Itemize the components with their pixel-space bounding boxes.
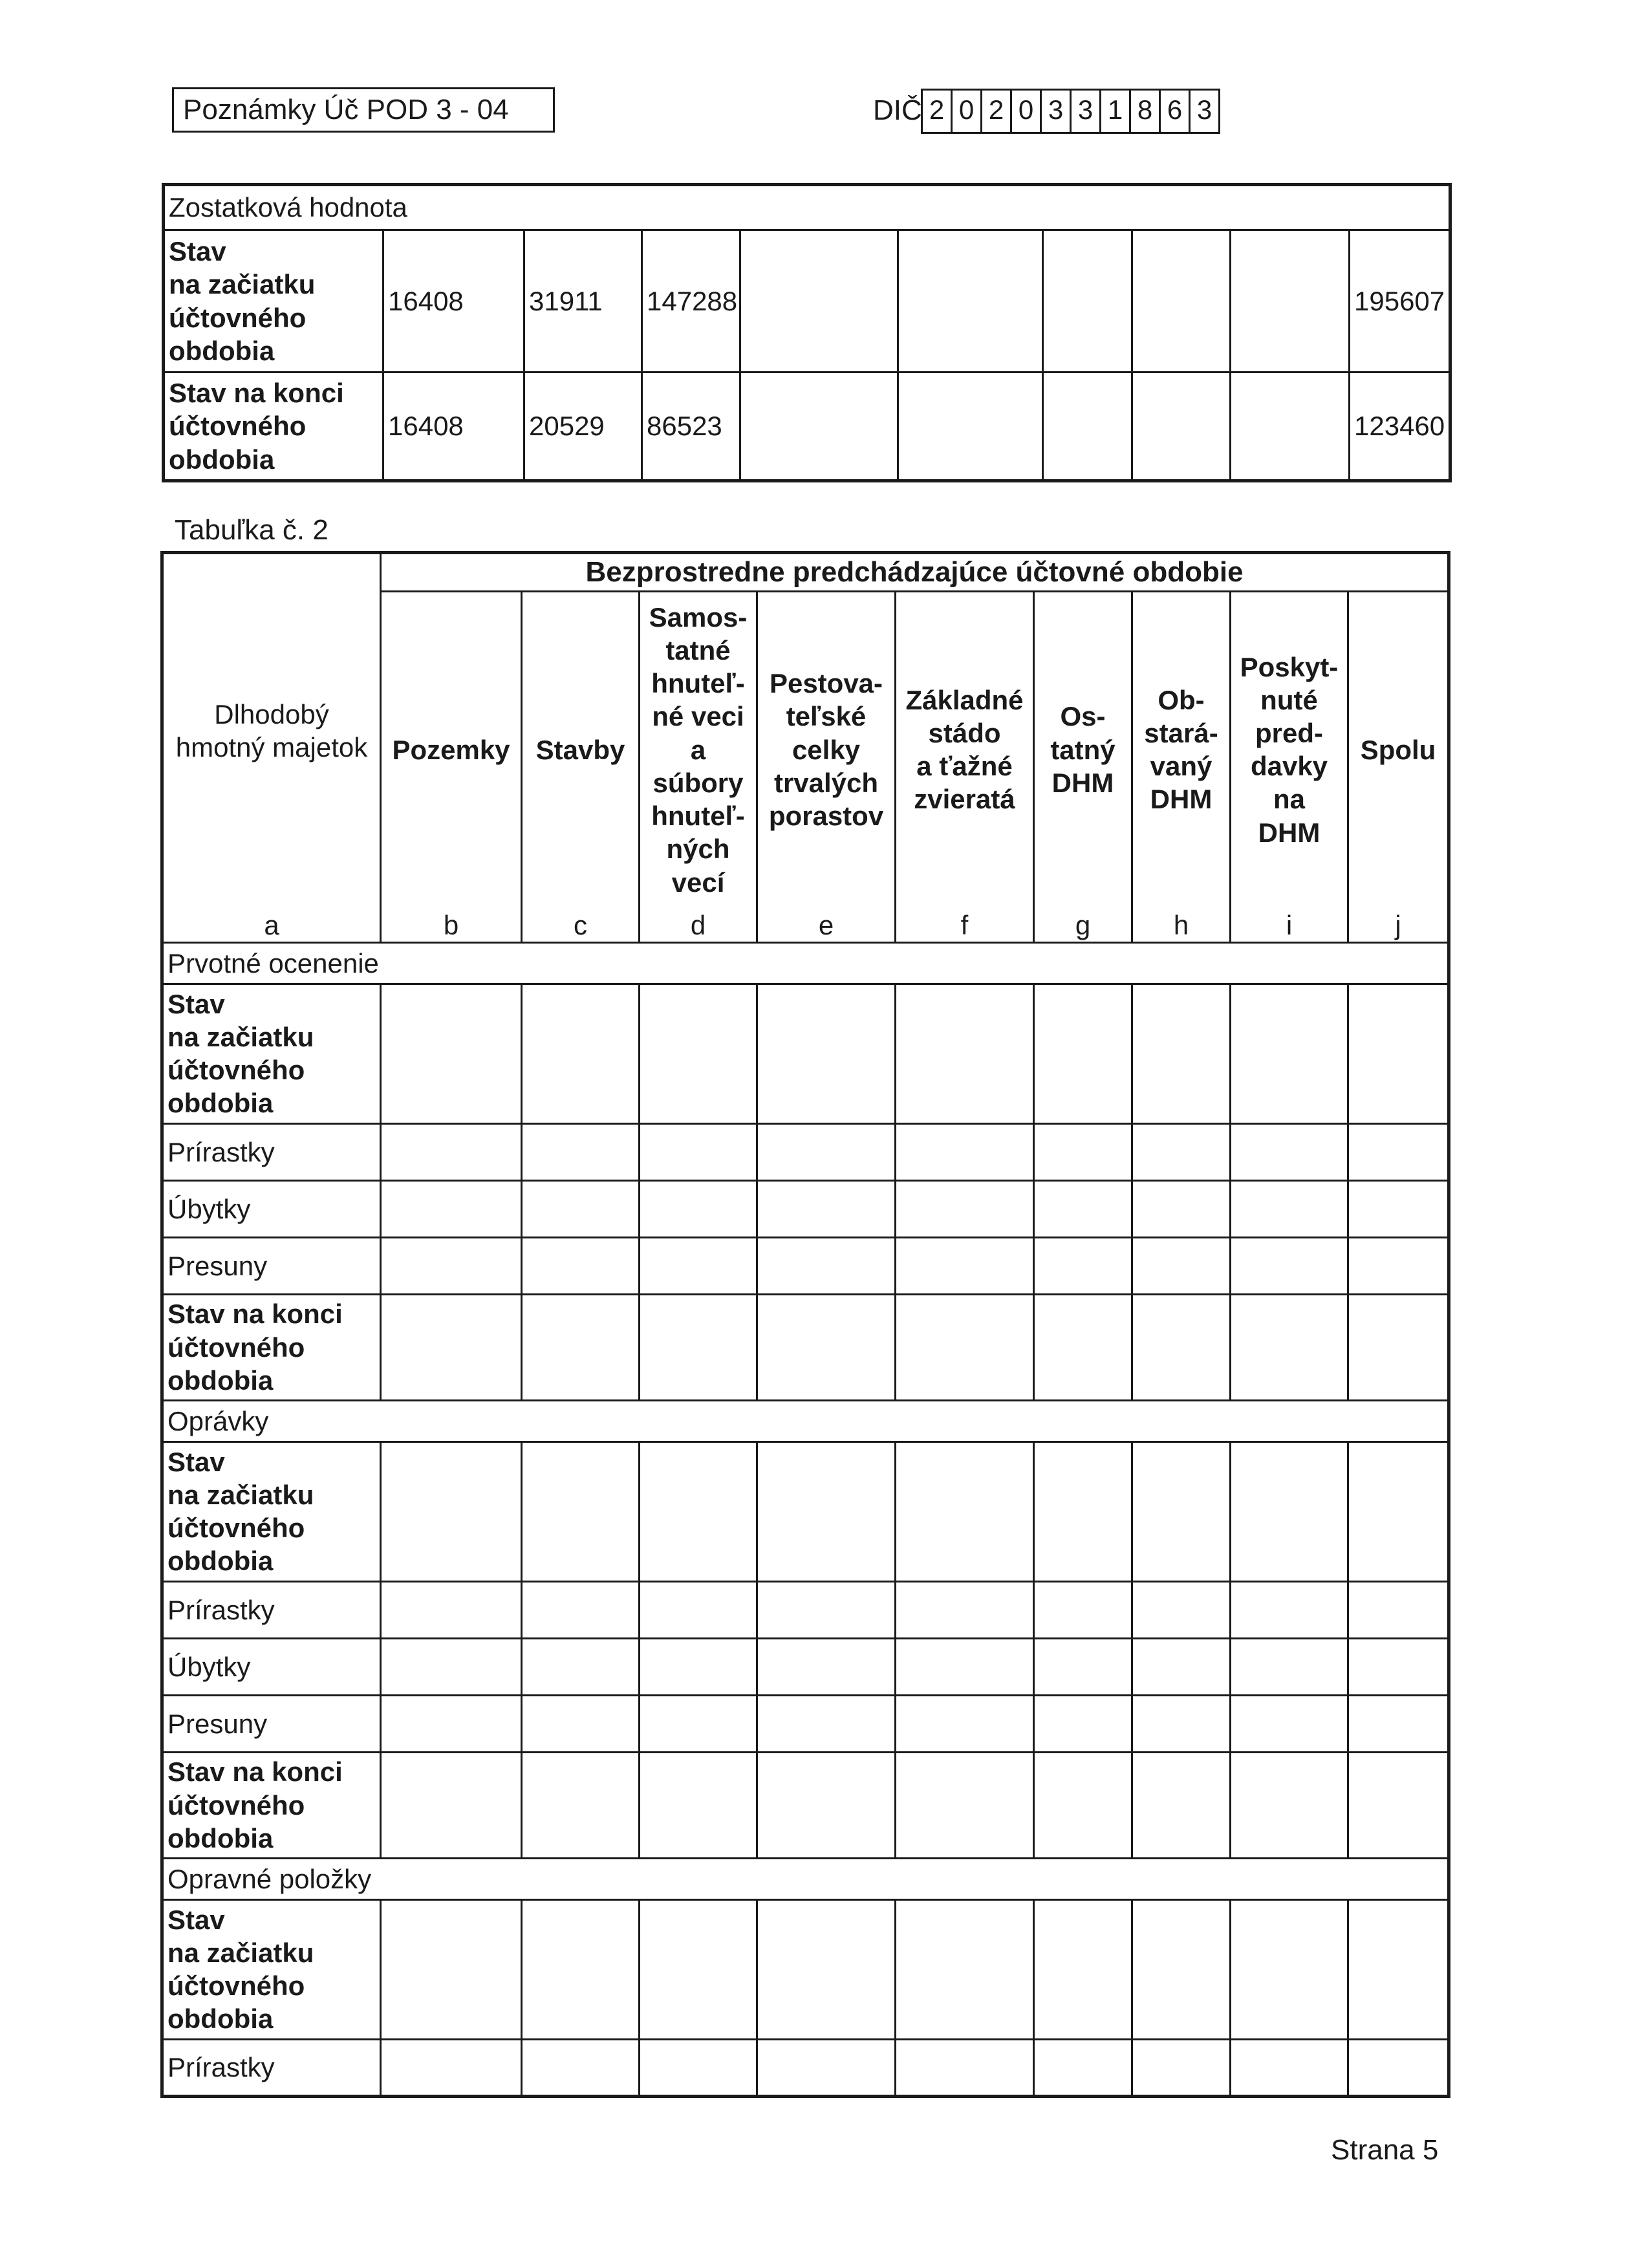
empty-cell	[1348, 1442, 1449, 1581]
empty-cell	[1231, 1294, 1348, 1400]
empty-cell	[1348, 984, 1449, 1123]
empty-cell	[1348, 1638, 1449, 1695]
empty-cell	[640, 1752, 757, 1858]
column-header-g: Os- tatný DHM	[1034, 592, 1132, 907]
row-label-start: Stav na začiatku účtovného obdobia	[164, 230, 383, 373]
empty-cell	[381, 1442, 522, 1581]
empty-cell	[381, 1123, 522, 1180]
column-letter: i	[1231, 907, 1348, 943]
table-row	[162, 2039, 1449, 2096]
empty-cell	[1132, 2039, 1231, 2096]
empty-cell	[1132, 1581, 1231, 1638]
column-letter: b	[381, 907, 522, 943]
section-title-depreciation: Oprávky	[162, 1400, 1449, 1442]
empty-cell	[381, 1294, 522, 1400]
empty-cell	[1348, 1123, 1449, 1180]
table-row	[162, 1752, 1449, 1858]
table-row	[162, 1442, 1449, 1581]
table-row	[164, 230, 1450, 373]
empty-cell	[522, 1294, 640, 1400]
empty-cell	[1034, 1442, 1132, 1581]
form-id-box	[172, 87, 555, 133]
empty-cell	[896, 1294, 1034, 1400]
cell-e	[740, 373, 898, 481]
empty-cell	[896, 2039, 1034, 2096]
residual-value-table	[162, 183, 1452, 482]
empty-cell	[757, 1442, 896, 1581]
empty-cell	[896, 1237, 1034, 1294]
cell-d: 86523	[642, 373, 740, 481]
empty-cell	[522, 2039, 640, 2096]
column-header-b: Pozemky	[381, 592, 522, 907]
empty-cell	[757, 1237, 896, 1294]
row-label-start: Stav na začiatku účtovného obdobia	[162, 984, 381, 1123]
empty-cell	[1132, 1237, 1231, 1294]
empty-cell	[896, 1180, 1034, 1237]
empty-cell	[1348, 1899, 1449, 2039]
empty-cell	[1231, 1180, 1348, 1237]
empty-cell	[1231, 1237, 1348, 1294]
column-letter: d	[640, 907, 757, 943]
empty-cell	[381, 1899, 522, 2039]
dic-digit: 2	[923, 91, 953, 132]
table-row	[162, 1123, 1449, 1180]
empty-cell	[1034, 1581, 1132, 1638]
empty-cell	[640, 984, 757, 1123]
cell-h	[1132, 373, 1231, 481]
column-header-d: Samos- tatné hnuteľ- né veci a súbory hnuteľ- ných vecí	[640, 592, 757, 907]
empty-cell	[640, 1899, 757, 2039]
empty-cell	[1132, 984, 1231, 1123]
empty-cell	[1034, 984, 1132, 1123]
cell-i	[1231, 230, 1350, 373]
table-row	[162, 1237, 1449, 1294]
table-row	[162, 1294, 1449, 1400]
column-letter: a	[162, 907, 381, 943]
empty-cell	[381, 1695, 522, 1752]
page-number: Strana 5	[1331, 2134, 1439, 2166]
column-letter: e	[757, 907, 896, 943]
empty-cell	[1034, 1237, 1132, 1294]
empty-cell	[640, 1123, 757, 1180]
empty-cell	[640, 1442, 757, 1581]
empty-cell	[381, 984, 522, 1123]
dic-digit-boxes	[921, 89, 1220, 134]
empty-cell	[757, 984, 896, 1123]
table-row	[162, 1581, 1449, 1638]
empty-cell	[522, 1695, 640, 1752]
form-id-text: Poznámky Úč POD 3 - 04	[183, 94, 509, 125]
table-row	[162, 984, 1449, 1123]
cell-h	[1132, 230, 1231, 373]
empty-cell	[1231, 1123, 1348, 1180]
empty-cell	[1132, 1695, 1231, 1752]
empty-cell	[1348, 1581, 1449, 1638]
empty-cell	[896, 1695, 1034, 1752]
row-label-increases: Prírastky	[162, 1123, 381, 1180]
cell-e	[740, 230, 898, 373]
empty-cell	[757, 1752, 896, 1858]
dic-digit: 0	[1012, 91, 1042, 132]
cell-f	[898, 230, 1043, 373]
empty-cell	[1231, 1695, 1348, 1752]
empty-cell	[381, 1180, 522, 1237]
row-label-decreases: Úbytky	[162, 1638, 381, 1695]
empty-cell	[896, 1752, 1034, 1858]
empty-cell	[522, 1581, 640, 1638]
table-row	[162, 1899, 1449, 2039]
empty-cell	[757, 1638, 896, 1695]
column-header-h: Ob- stará- vaný DHM	[1132, 592, 1231, 907]
empty-cell	[1231, 984, 1348, 1123]
empty-cell	[896, 1123, 1034, 1180]
table-row	[162, 1695, 1449, 1752]
cell-c: 31911	[524, 230, 642, 373]
empty-cell	[896, 1581, 1034, 1638]
empty-cell	[1231, 1638, 1348, 1695]
column-header-e: Pestova- teľské celky trvalých porastov	[757, 592, 896, 907]
empty-cell	[522, 1237, 640, 1294]
cell-d: 147288	[642, 230, 740, 373]
table2-caption: Tabuľka č. 2	[175, 514, 329, 546]
empty-cell	[1231, 1442, 1348, 1581]
cell-i	[1231, 373, 1350, 481]
cell-j: 123460	[1350, 373, 1450, 481]
empty-cell	[522, 1899, 640, 2039]
dic-digit: 8	[1131, 91, 1161, 132]
empty-cell	[1348, 1237, 1449, 1294]
empty-cell	[1348, 2039, 1449, 2096]
empty-cell	[1348, 1695, 1449, 1752]
empty-cell	[757, 1294, 896, 1400]
empty-cell	[1034, 1752, 1132, 1858]
empty-cell	[1132, 1899, 1231, 2039]
empty-cell	[1348, 1294, 1449, 1400]
empty-cell	[522, 984, 640, 1123]
cell-c: 20529	[524, 373, 642, 481]
empty-cell	[640, 1294, 757, 1400]
empty-cell	[1034, 1123, 1132, 1180]
column-letter: f	[896, 907, 1034, 943]
empty-cell	[1231, 1899, 1348, 2039]
empty-cell	[1034, 1294, 1132, 1400]
empty-cell	[522, 1123, 640, 1180]
cell-f	[898, 373, 1043, 481]
table-row	[162, 1638, 1449, 1695]
column-header-f: Základné stádo a ťažné zvieratá	[896, 592, 1034, 907]
empty-cell	[640, 1695, 757, 1752]
empty-cell	[757, 1695, 896, 1752]
empty-cell	[1034, 1899, 1132, 2039]
fixed-assets-table	[160, 551, 1450, 2098]
empty-cell	[1132, 1180, 1231, 1237]
row-label-start: Stav na začiatku účtovného obdobia	[162, 1442, 381, 1581]
empty-cell	[381, 1581, 522, 1638]
row-label-increases: Prírastky	[162, 2039, 381, 2096]
table-row	[162, 1180, 1449, 1237]
empty-cell	[1132, 1294, 1231, 1400]
column-letter: g	[1034, 907, 1132, 943]
dic-digit: 6	[1161, 91, 1191, 132]
empty-cell	[757, 1180, 896, 1237]
column-header-i: Poskyt- nuté pred- davky na DHM	[1231, 592, 1348, 907]
empty-cell	[381, 2039, 522, 2096]
empty-cell	[381, 1752, 522, 1858]
dic-digit: 1	[1101, 91, 1131, 132]
empty-cell	[1231, 2039, 1348, 2096]
empty-cell	[522, 1638, 640, 1695]
group-header: Bezprostredne predchádzajúce účtovné obdobie	[381, 553, 1449, 592]
empty-cell	[757, 1581, 896, 1638]
empty-cell	[381, 1237, 522, 1294]
dic-digit: 3	[1042, 91, 1072, 132]
empty-cell	[640, 1237, 757, 1294]
dic-digit: 3	[1191, 91, 1220, 132]
row-label-transfers: Presuny	[162, 1237, 381, 1294]
cell-g	[1043, 373, 1132, 481]
empty-cell	[1034, 1695, 1132, 1752]
empty-cell	[1231, 1581, 1348, 1638]
empty-cell	[640, 1638, 757, 1695]
column-letter: j	[1348, 907, 1449, 943]
cell-g	[1043, 230, 1132, 373]
row-label-start: Stav na začiatku účtovného obdobia	[162, 1899, 381, 2039]
column-header-a: Dlhodobý hmotný majetok	[162, 553, 381, 907]
section-title-adjustments: Opravné položky	[162, 1858, 1449, 1899]
empty-cell	[1132, 1123, 1231, 1180]
empty-cell	[522, 1442, 640, 1581]
empty-cell	[896, 1442, 1034, 1581]
empty-cell	[640, 1581, 757, 1638]
cell-b: 16408	[383, 373, 524, 481]
section-title-initial-valuation: Prvotné ocenenie	[162, 942, 1449, 984]
empty-cell	[640, 1180, 757, 1237]
empty-cell	[1034, 1638, 1132, 1695]
column-header-c: Stavby	[522, 592, 640, 907]
dic-digit: 2	[982, 91, 1012, 132]
row-label-increases: Prírastky	[162, 1581, 381, 1638]
empty-cell	[1034, 1180, 1132, 1237]
empty-cell	[896, 984, 1034, 1123]
dic-label: DIČ	[873, 94, 922, 126]
cell-b: 16408	[383, 230, 524, 373]
empty-cell	[1132, 1638, 1231, 1695]
empty-cell	[381, 1638, 522, 1695]
column-letter: h	[1132, 907, 1231, 943]
empty-cell	[1132, 1442, 1231, 1581]
row-label-end: Stav na konci účtovného obdobia	[162, 1294, 381, 1400]
empty-cell	[640, 2039, 757, 2096]
empty-cell	[757, 2039, 896, 2096]
dic-digit: 0	[953, 91, 982, 132]
empty-cell	[1132, 1752, 1231, 1858]
empty-cell	[522, 1180, 640, 1237]
row-label-decreases: Úbytky	[162, 1180, 381, 1237]
row-label-transfers: Presuny	[162, 1695, 381, 1752]
empty-cell	[522, 1752, 640, 1858]
row-label-end: Stav na konci účtovného obdobia	[162, 1752, 381, 1858]
column-header-j: Spolu	[1348, 592, 1449, 907]
empty-cell	[1348, 1180, 1449, 1237]
empty-cell	[1034, 2039, 1132, 2096]
section-title-residual-value: Zostatková hodnota	[164, 185, 1450, 230]
table-row	[164, 373, 1450, 481]
empty-cell	[896, 1638, 1034, 1695]
dic-digit: 3	[1072, 91, 1101, 132]
empty-cell	[757, 1899, 896, 2039]
empty-cell	[896, 1899, 1034, 2039]
empty-cell	[757, 1123, 896, 1180]
empty-cell	[1231, 1752, 1348, 1858]
row-label-end: Stav na konci účtovného obdobia	[164, 373, 383, 481]
empty-cell	[1348, 1752, 1449, 1858]
cell-j: 195607	[1350, 230, 1450, 373]
column-letter: c	[522, 907, 640, 943]
